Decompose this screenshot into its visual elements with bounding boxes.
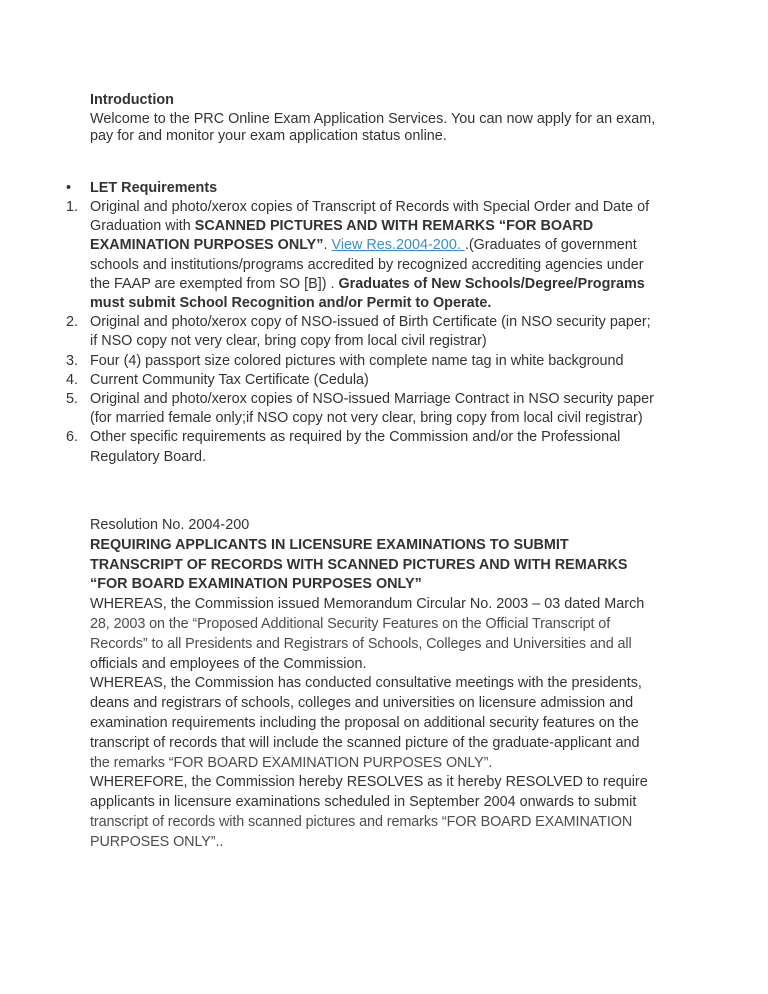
item-number: 6. [66, 429, 79, 446]
intro-section [90, 91, 660, 146]
paragraph-text: WHEREAS, the Commission issued Memorandum Circular No. 2003 – 03 dated March [90, 596, 645, 613]
resolution-number: Resolution No. 2004-200 [90, 517, 250, 533]
paragraph-text-light: the remarks “FOR BOARD EXAMINATION PURPOSES ONLY”. [90, 754, 493, 771]
item-text: Four (4) passport size colored pictures with complete name tag in white background [90, 352, 624, 369]
intro-text: Welcome to the PRC Online Exam Application Services. You can now apply for an exam, pay for and monitor your exam application status online. [90, 110, 656, 144]
resolution-title: REQUIRING APPLICANTS IN LICENSURE EXAMINATIONS TO SUBMIT TRANSCRIPT OF RECORDS WITH SCANNED PICTURES AND WITH REMARKS “FOR BOARD EXAMINATION PURPOSES ONLY” [90, 536, 628, 593]
item-text: Original and photo/xerox copy of NSO-issued of Birth Certificate (in NSO security paper; if NSO copy not very clear, bring copy from local civil registrar) [90, 314, 651, 350]
list-item [66, 313, 660, 351]
item-text: Original and photo/xerox copies of NSO-issued Marriage Contract in NSO security paper (for married female only;if NSO copy not very clear, bring copy from local civil registrar) [90, 391, 654, 427]
list-item [66, 352, 660, 371]
whereas-paragraph-1 [90, 595, 660, 674]
requirements-list [66, 198, 660, 467]
item-text: Other specific requirements as required by the Commission and/or the Professional Regulatory Board. [90, 429, 621, 465]
item-bold-remarks: SCANNED PICTURES AND WITH REMARKS “FOR BOARD EXAMINATION PURPOSES ONLY” [90, 218, 594, 254]
bullet-marker: • [66, 180, 72, 196]
let-requirements-heading: LET Requirements [90, 180, 218, 196]
resolution-section [90, 516, 660, 853]
paragraph-text-light: 28, 2003 on the “Proposed Additional Security Features on the Official Transcript of Records” to all Presidents and Registrars of Schools, Colleges and Universities and all [90, 615, 632, 652]
paragraph-text: officials and employees of the Commission. [90, 655, 367, 672]
item-number: 2. [66, 314, 79, 331]
paragraph-text: WHEREFORE, the Commission hereby RESOLVES as it hereby RESOLVED to require applicants in licensure examinations scheduled in September 2004 onwards to submit [90, 774, 648, 811]
let-requirements-heading-row [66, 179, 660, 199]
paragraph-text-light: transcript of records with scanned pictures and remarks “FOR BOARD EXAMINATION PURPOSES ONLY”.. [90, 813, 633, 850]
item-number: 3. [66, 352, 79, 369]
list-item [66, 371, 660, 390]
item-number: 5. [66, 391, 79, 408]
item-text: Current Community Tax Certificate (Cedula) [90, 371, 369, 388]
wherefore-paragraph [90, 773, 660, 852]
list-item [66, 428, 660, 466]
paragraph-text: WHEREAS, the Commission has conducted consultative meetings with the presidents, deans and registrars of schools, colleges and universities on licensure admission and examination requirements including the proposal on additional security features on the transcript of records that will include the scanned picture of the graduate-applicant and [90, 675, 642, 751]
list-item [66, 198, 660, 313]
item-number: 1. [66, 199, 79, 215]
item-text: .(Graduates of government schools and institutions/programs accredited by recognized accrediting agencies under the FAAP are exempted from SO [B]) . [90, 237, 644, 292]
item-number: 4. [66, 371, 79, 388]
item-text: . [323, 237, 332, 254]
whereas-paragraph-2 [90, 674, 660, 773]
intro-heading: Introduction [90, 92, 174, 108]
item-bold-new-schools: Graduates of New Schools/Degree/Programs must submit School Recognition and/or Permit to Operate. [90, 275, 645, 312]
item-text: Original and photo/xerox copies of Transcript of Records with Special Order and Date of Graduation with [90, 199, 650, 235]
view-resolution-link[interactable]: View Res.2004-200. [331, 237, 465, 254]
list-item [66, 390, 660, 428]
